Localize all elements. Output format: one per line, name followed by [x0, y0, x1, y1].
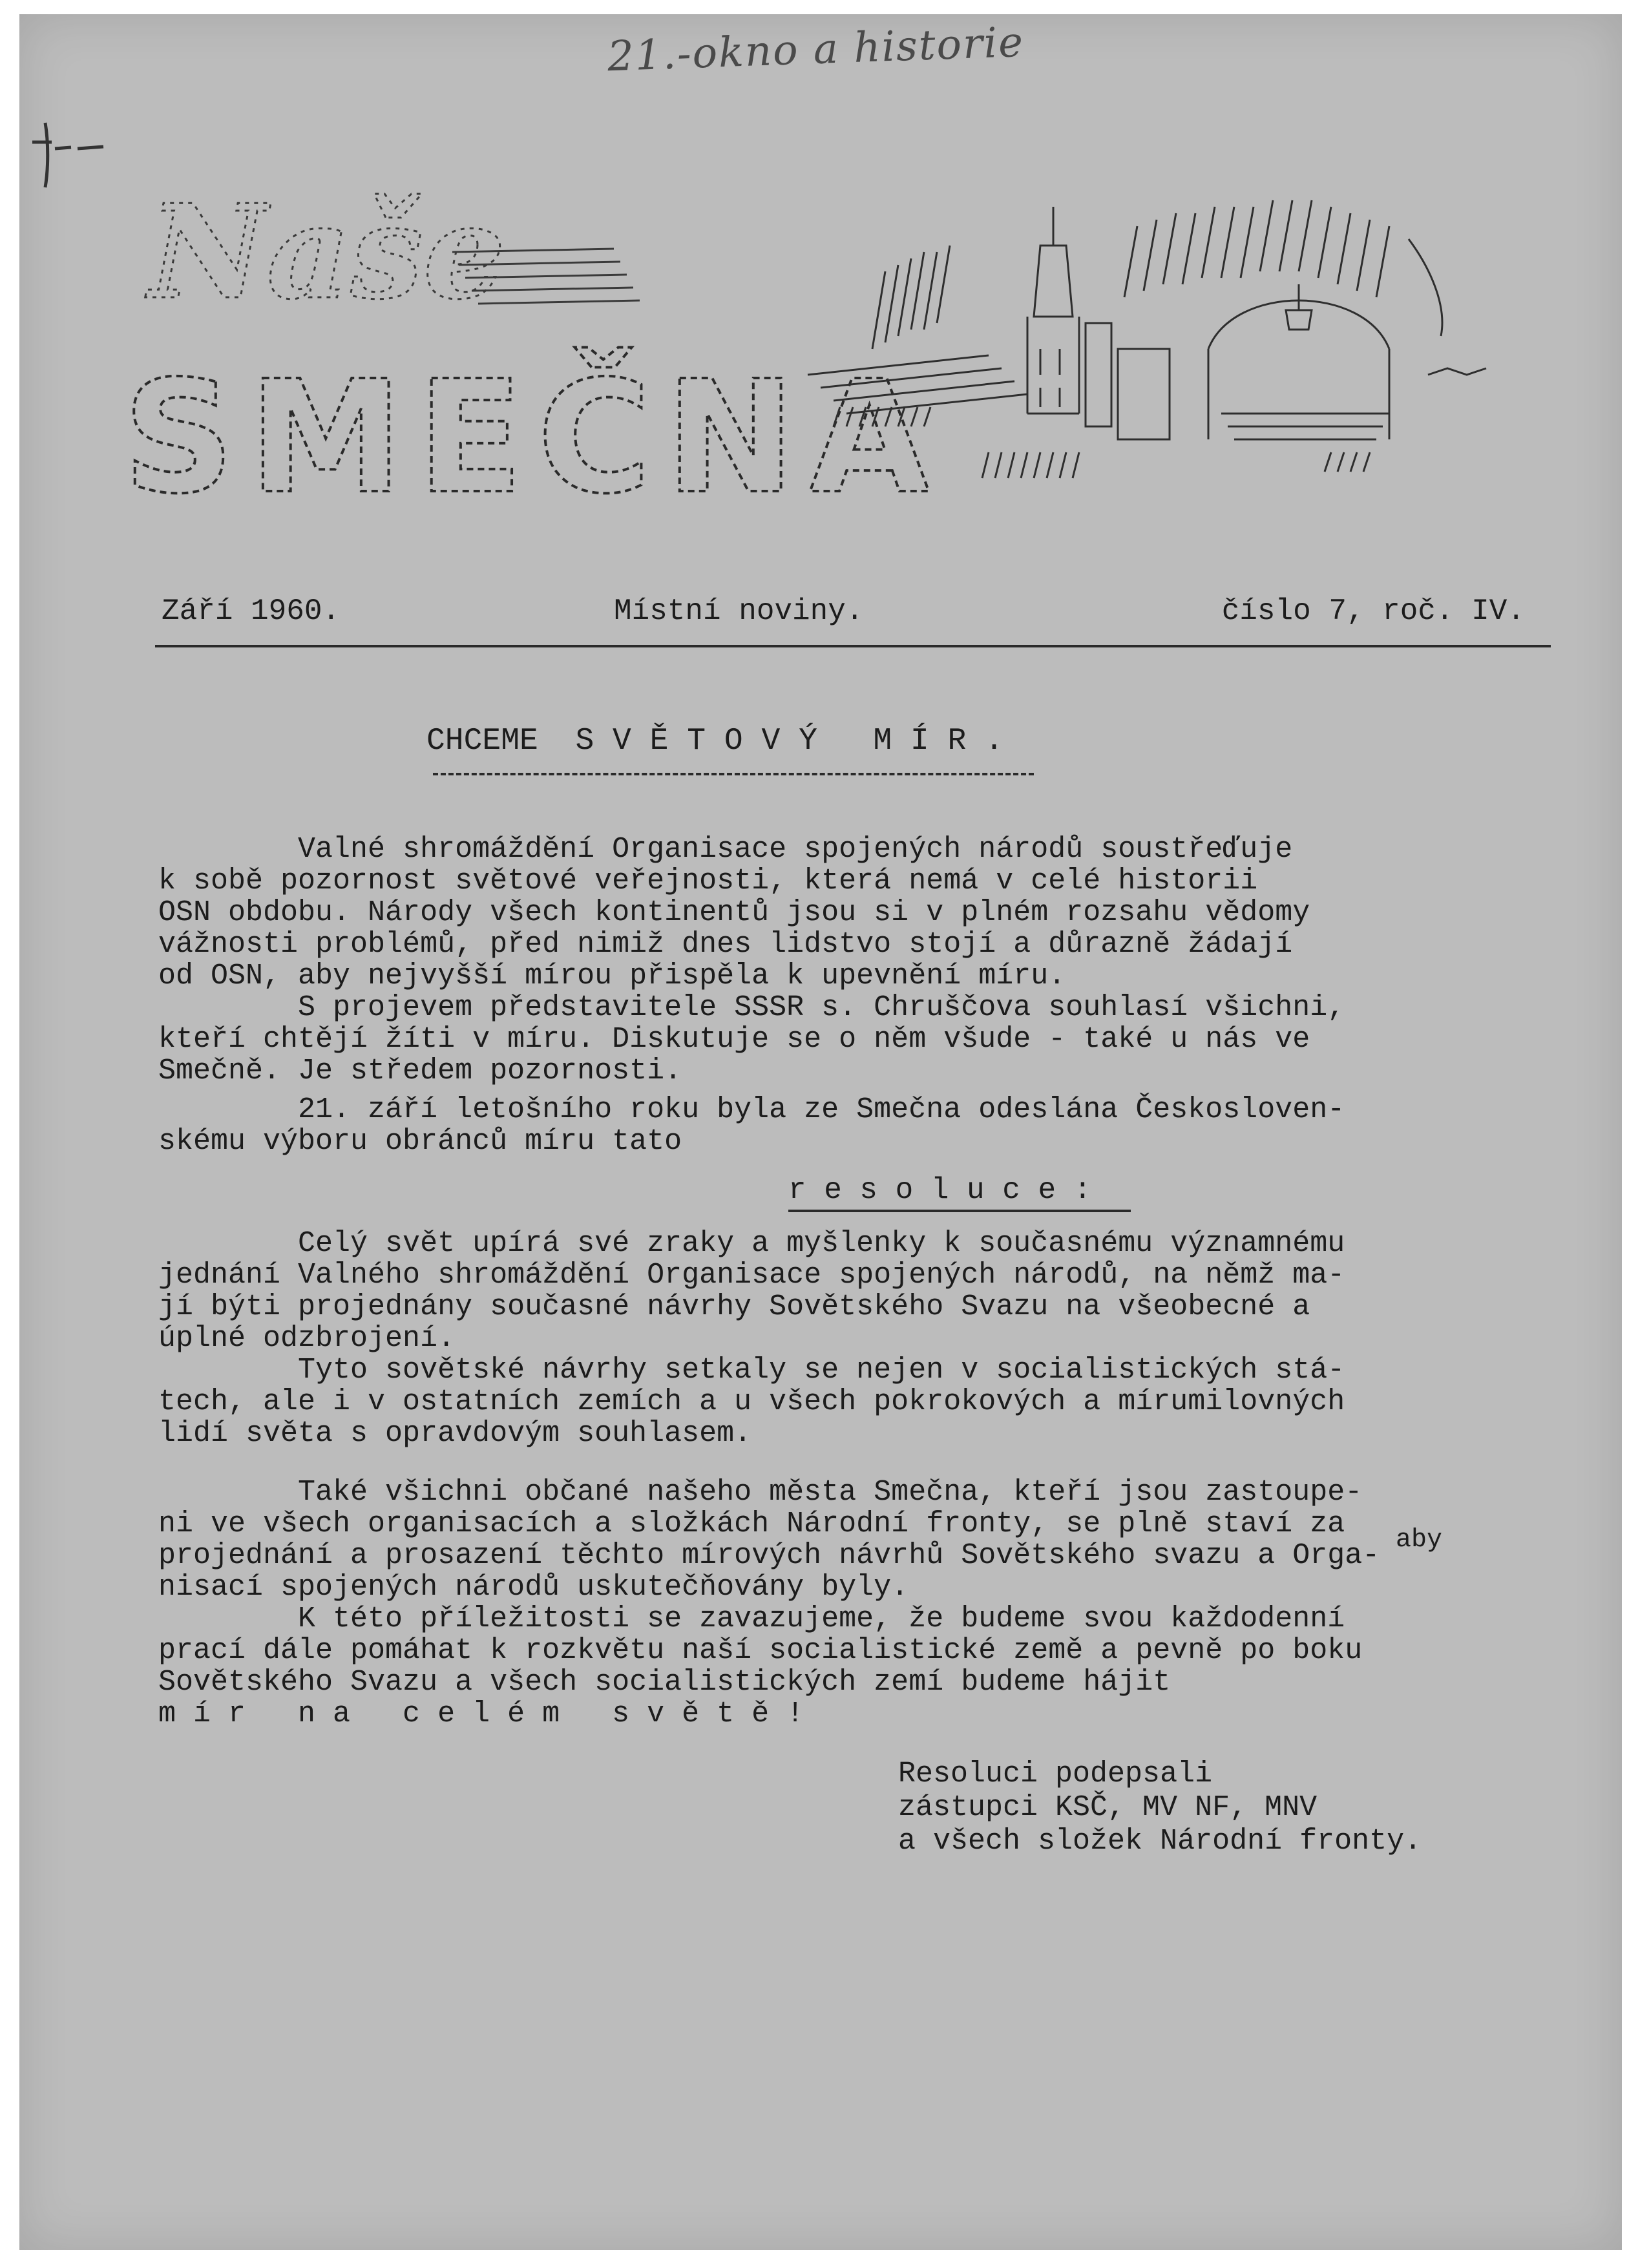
text-line: OSN obdobu. Národy všech kontinentů jsou si v plném rozsahu vědomy [158, 896, 1310, 929]
resolution-heading: r e s o l u c e : [788, 1173, 1092, 1207]
text-line: m í r n a c e l é m s v ě t ě ! [158, 1697, 804, 1730]
text-line: S projevem představitele SSSR s. Chruščova souhlasí všichni, [158, 991, 1345, 1024]
text-line: Také všichni občané našeho města Smečna, kteří jsou zastoupe- [158, 1476, 1363, 1509]
text-line: Sovětského Svazu a všech socialistických zemí budeme hájit [158, 1666, 1171, 1699]
text-line: 21. září letošního roku byla ze Smečna odeslána Českosloven- [158, 1093, 1345, 1126]
issue-info-line [155, 588, 1538, 646]
text-line: K této příležitosti se zavazujeme, že budeme svou každodenní [158, 1602, 1345, 1635]
masthead-divider [155, 645, 1551, 647]
text-line: k sobě pozornost světové veřejnosti, která nemá v celé historii [158, 865, 1258, 898]
text-line-content: projednání a prosazení těchto mírových návrhů Sovětského svazu a Orga- [158, 1539, 1380, 1572]
text-line: Valné shromáždění Organisace spojených národů soustřeďuje [158, 833, 1293, 866]
text-line: lidí světa s opravdovým souhlasem. [158, 1417, 752, 1450]
text-line: skému výboru obránců míru tato [158, 1125, 682, 1158]
paragraph-resolution-2 [158, 1476, 1443, 1730]
text-line: od OSN, aby nejvyšší mírou přispěla k upevnění míru. [158, 960, 1066, 992]
masthead-script-word: Naše [149, 176, 506, 328]
signature-line: Resoluci podepsali [898, 1758, 1213, 1790]
signature-line: a všech složek Národní fronty. [898, 1825, 1422, 1858]
paragraph-intro [158, 834, 1345, 1087]
masthead-title: SMEČNA [123, 347, 944, 528]
text-line: Tyto sovětské návrhy setkaly se nejen v socialistických stá- [158, 1354, 1345, 1387]
handwritten-note: 21.-okno a historie [606, 18, 1025, 81]
signature-block [898, 1758, 1422, 1858]
text-line: jednání Valného shromáždění Organisace spojených národů, na němž ma- [158, 1259, 1345, 1292]
text-line: Smečně. Je středem pozornosti. [158, 1055, 682, 1087]
text-line: nisací spojených národů uskutečňovány byly. [158, 1571, 909, 1604]
interlinear-insert: aby [1396, 1526, 1443, 1555]
paragraph-resolution-1 [158, 1228, 1345, 1449]
text-line: úplné odzbrojení. [158, 1322, 456, 1355]
signature-line: zástupci KSČ, MV NF, MNV [898, 1791, 1318, 1824]
margin-ink-mark [26, 116, 116, 194]
masthead [123, 155, 1544, 530]
text-line: tech, ale i v ostatních zemích a u všech pokrokových a mírumilovných [158, 1385, 1345, 1418]
newspaper-subtitle: Místní noviny. [614, 594, 864, 628]
headline-underline [433, 773, 1034, 775]
resolution-underline [788, 1210, 1131, 1212]
paragraph-dispatch [158, 1094, 1345, 1157]
issue-number: číslo 7, roč. IV. [1221, 594, 1525, 628]
text-line: kteří chtějí žíti v míru. Diskutuje se o něm všude - také u nás ve [158, 1023, 1310, 1056]
issue-date: Září 1960. [162, 594, 341, 628]
text-line: vážnosti problémů, před nimiž dnes lidstvo stojí a důrazně žádají [158, 928, 1293, 961]
text-line: jí býti projednány současné návrhy Sovětského Svazu na všeobecné a [158, 1290, 1310, 1323]
text-line [158, 1526, 1443, 1572]
text-line: Celý svět upírá své zraky a myšlenky k současnému významnému [158, 1227, 1345, 1260]
text-line: ni ve všech organisacích a složkách Národní fronty, se plně staví za [158, 1507, 1345, 1540]
article-headline: CHCEME S V Ě T O V Ý M Í R . [426, 724, 1003, 759]
text-line: prací dále pomáhat k rozkvětu naší socialistické země a pevně po boku [158, 1634, 1363, 1667]
